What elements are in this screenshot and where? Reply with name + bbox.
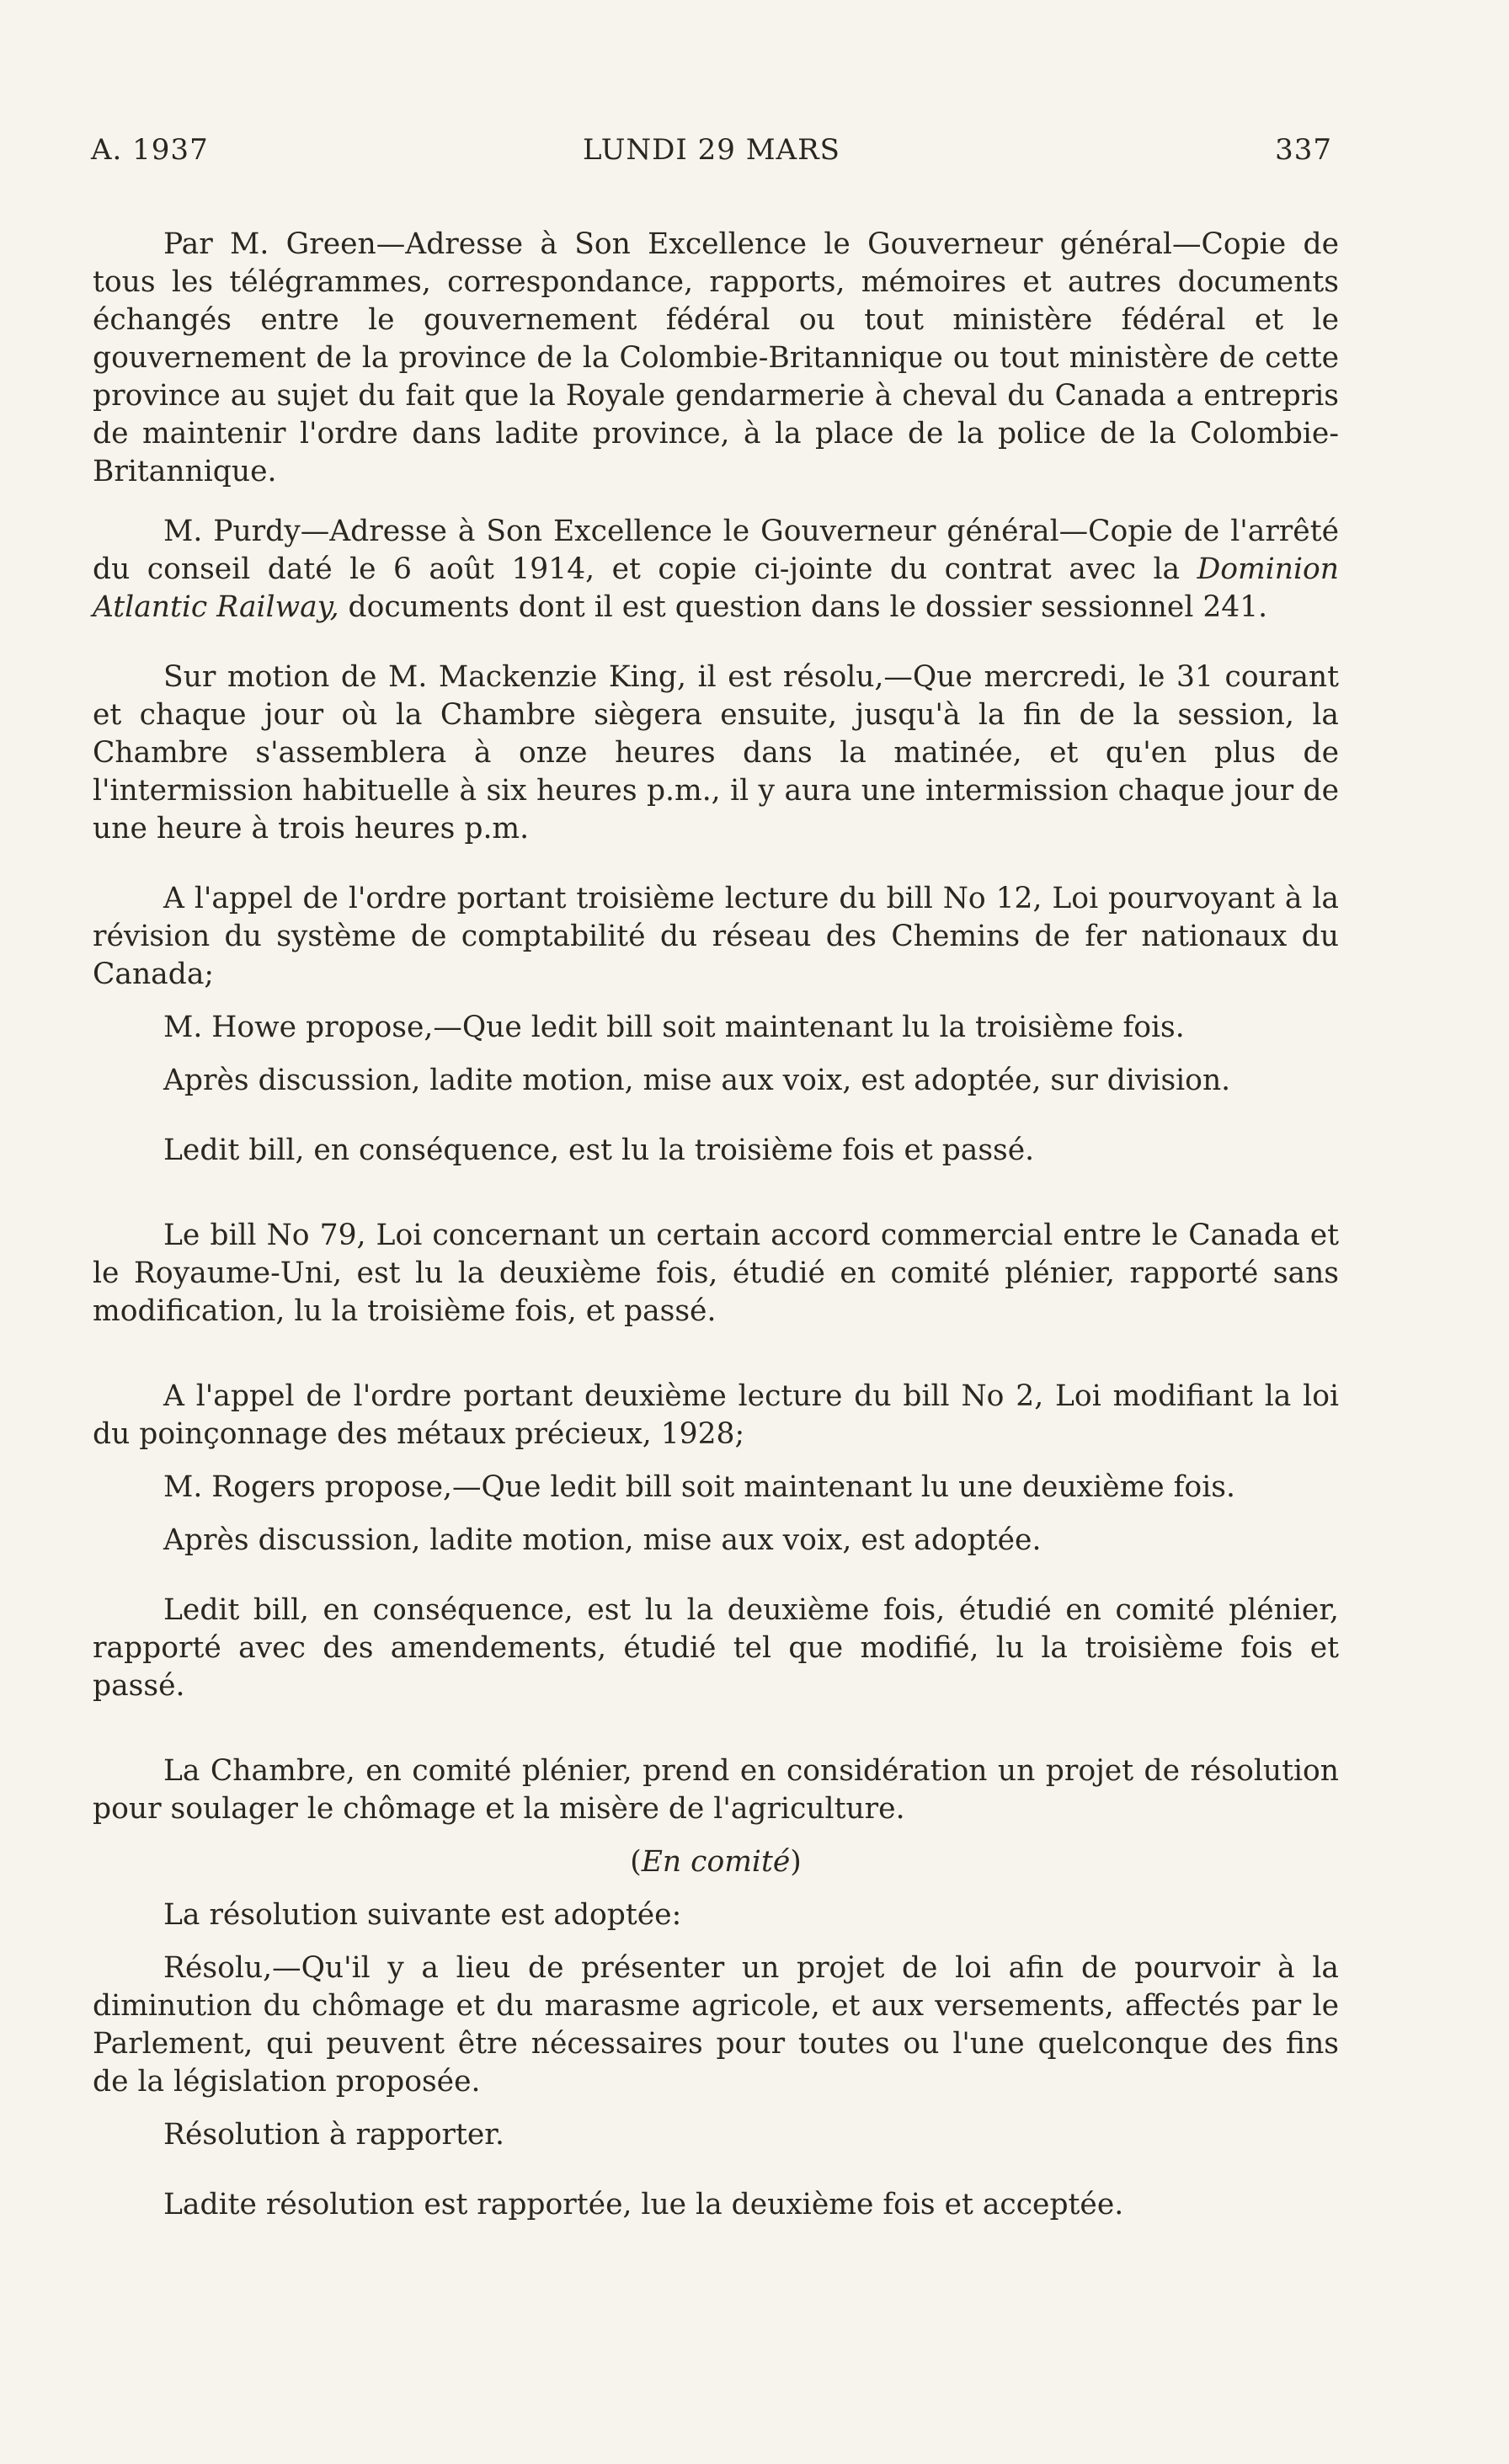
paragraph-mackenzie-king-motion: Sur motion de M. Mackenzie King, il est résolu,—Que mercredi, le 31 courant et chaque jour où la Chambre siègera ensuite, jusqu'à la fin de la session, la Chambre s'assemblera à onze heures dans la matinée, et qu'en plus de l'intermission habituelle à six heures p.m., il y aura une intermission chaque jour de une heure à trois heures p.m. (93, 660, 1339, 845)
paragraph-resolution-report: Résolution à rapporter. (163, 2118, 504, 2152)
header-date: LUNDI 29 MARS (583, 133, 840, 167)
paragraph-resolution-text: Résolu,—Qu'il y a lieu de présenter un projet de loi afin de pourvoir à la diminution du chômage et du marasme agricole, et aux versements, affectés par le Parlement, qui peuvent être nécessaires pour toutes ou l'une quelconque des fins de la législation proposée. (93, 1951, 1339, 2099)
paren-close: ) (790, 1845, 802, 1879)
paragraph-bill-12-passed: Ledit bill, en conséquence, est lu la troisième fois et passé. (163, 1133, 1035, 1167)
running-header (91, 133, 1332, 175)
paragraph-howe-proposal: M. Howe propose,—Que ledit bill soit maintenant lu la troisième fois. (163, 1011, 1185, 1044)
header-year: A. 1937 (91, 133, 209, 167)
paragraph-rogers-proposal: M. Rogers propose,—Que ledit bill soit maintenant lu une deuxième fois. (163, 1470, 1235, 1504)
paragraph-bill-79: Le bill No 79, Loi concernant un certain accord commercial entre le Canada et le Royaume-Uni, est lu la deuxième fois, étudié en comité plénier, rapporté sans modification, lu la troisième fois, et passé. (93, 1219, 1339, 1328)
paragraph-purdy-address (93, 513, 1339, 627)
paren-open: ( (630, 1845, 642, 1879)
paragraph-discussion-adopted: Après discussion, ladite motion, mise aux voix, est adoptée. (163, 1523, 1042, 1557)
page-number: 337 (1275, 133, 1332, 167)
paragraph-resolution-accepted: Ladite résolution est rapportée, lue la deuxième fois et acceptée. (163, 2188, 1124, 2221)
document-body (93, 226, 1339, 2224)
committee-heading (93, 1843, 1339, 1881)
paragraph-discussion-division: Après discussion, ladite motion, mise aux voix, est adoptée, sur division. (163, 1064, 1231, 1097)
paragraph-committee-consideration: La Chambre, en comité plénier, prend en considération un projet de résolution pour soulager le chômage et la misère de l'agriculture. (93, 1754, 1339, 1826)
paragraph-resolution-adopted: La résolution suivante est adoptée: (163, 1898, 682, 1932)
paragraph-bill-12-order: A l'appel de l'ordre portant troisième lecture du bill No 12, Loi pourvoyant à la révision du système de comptabilité du réseau des Chemins de fer nationaux du Canada; (93, 882, 1339, 991)
committee-heading-text: En comité (641, 1845, 791, 1879)
paragraph-green-address: Par M. Green—Adresse à Son Excellence le Gouverneur général—Copie de tous les télégrammes, correspondance, rapports, mémoires et autres documents échangés entre le gouvernement fédéral ou tout ministère fédéral et le gouvernement de la province de la Colombie-Britannique ou tout ministère de cette province au sujet du fait que la Royale gendarmerie à cheval du Canada a entrepris de maintenir l'ordre dans ladite province, à la place de la police de la Colombie-Britannique. (93, 227, 1339, 488)
paragraph-bill-2-order: A l'appel de l'ordre portant deuxième lecture du bill No 2, Loi modifiant la loi du poinçonnage des métaux précieux, 1928; (93, 1379, 1339, 1451)
paragraph-text: M. Purdy—Adresse à Son Excellence le Gouverneur général—Copie de l'arrêté du conseil daté le 6 août 1914, et copie ci-jointe du contrat avec la (93, 515, 1339, 586)
italic-railway-name: Dominion Atlantic Railway, (93, 552, 1339, 624)
paragraph-text: documents dont il est question dans le dossier sessionnel 241. (339, 590, 1268, 624)
paragraph-bill-2-passed: Ledit bill, en conséquence, est lu la deuxième fois, étudié en comité plénier, rapporté avec des amendements, étudié tel que modifié, lu la troisième fois et passé. (93, 1593, 1339, 1703)
